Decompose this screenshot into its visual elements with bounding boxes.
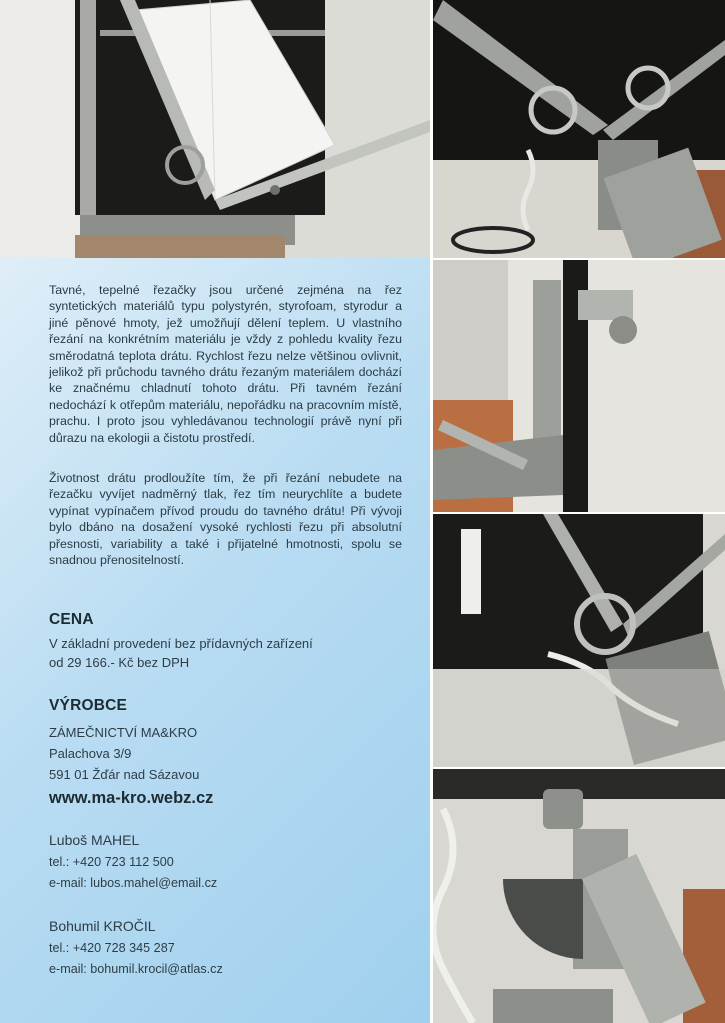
manufacturer-heading: VÝROBCE bbox=[49, 697, 128, 714]
photo-cutter-with-foam-block bbox=[0, 0, 430, 258]
photo-frame-corner-detail bbox=[433, 514, 725, 767]
photo-clamp-side-view bbox=[433, 260, 725, 512]
contact-phone: tel.: +420 728 345 287 bbox=[49, 941, 175, 955]
street-address: Palachova 3/9 bbox=[49, 746, 132, 761]
photo-wire-arm-detail bbox=[433, 0, 725, 258]
contact-email: e-mail: lubos.mahel@email.cz bbox=[49, 876, 218, 890]
contact-email: e-mail: bohumil.krocil@atlas.cz bbox=[49, 962, 223, 976]
contact-phone: tel.: +420 723 112 500 bbox=[49, 855, 174, 869]
photo-base-protractor-detail bbox=[433, 769, 725, 1023]
price-heading: CENA bbox=[49, 611, 94, 628]
company-name: ZÁMEČNICTVÍ MA&KRO bbox=[49, 725, 198, 740]
city-address: 591 01 Žďár nad Sázavou bbox=[49, 767, 200, 782]
intro-paragraph-1: Tavné, tepelné řezačky jsou určené zejména na řez syntetických materiálů typu polystyrén, styrofoam, styrodur a jiné pěnové hmoty, jež umožňují dělení teplem. U vlastního řezání na konkrétním materiálu je vždy z pohledu kvality řezu směrodatná teplota drátu. Rychlost řezu nelze většinou ovlivnit, jelikož při průchodu tavného drátu řezaným materiálem dochází ke značnému chladnutí tohoto drátu. Při tavném řezání nedochází k otřepům materiálu, nepořádku na pracovním místě, prachu. I proto jsou vyhledávanou technologií právě nyní při důrazu na ekologii a čistotu prostředí. bbox=[49, 283, 402, 445]
price-amount: od 29 166.- Kč bez DPH bbox=[49, 655, 190, 670]
contact-name: Bohumil KROČIL bbox=[49, 918, 156, 934]
website-link[interactable]: www.ma-kro.webz.cz bbox=[49, 789, 214, 807]
price-description: V základní provedení bez přídavných zařízení bbox=[49, 636, 313, 651]
contact-name: Luboš MAHEL bbox=[49, 832, 140, 848]
intro-paragraph-2: Životnost drátu prodloužíte tím, že při řezání nebudete na řezačku vyvíjet nadměrný tlak, řez tím neurychlíte a budete vypínat vypínačem přívod proudu do tavného drátu! Při vývoji bylo dbáno na dosažení vysoké rychlosti řezu při absolutní přesnosti, variability a také i přijatelné hmotnosti, spolu se snadnou přenositelností. bbox=[49, 471, 402, 568]
